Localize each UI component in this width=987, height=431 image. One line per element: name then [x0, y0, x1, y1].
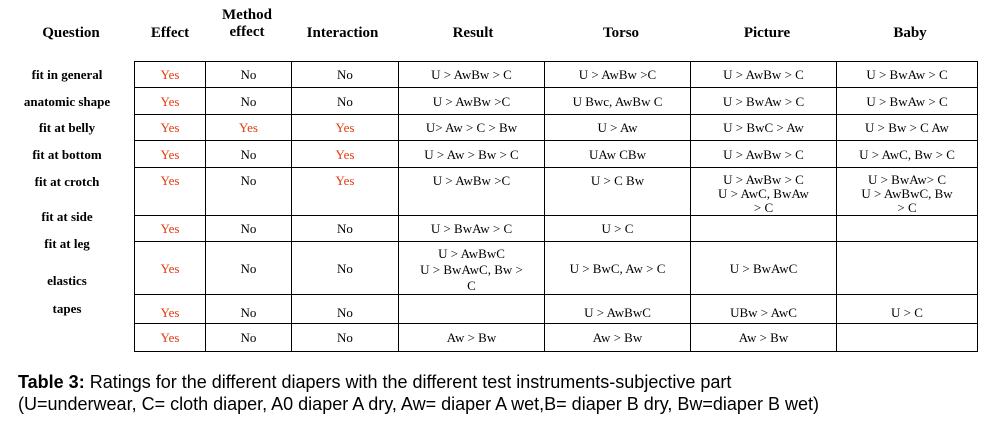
baby-cell — [837, 216, 978, 242]
caption-line-2: (U=underwear, C= cloth diaper, A0 diaper A dry, Aw= diaper A wet,B= diaper B dry, Bw=diaper B wet) — [18, 394, 819, 414]
torso-cell: U > BwC, Aw > C — [545, 242, 691, 295]
table-row — [135, 115, 978, 141]
method-effect-cell: No — [206, 88, 292, 115]
row-label-tapes: tapes — [52, 301, 82, 316]
effect-cell: Yes — [135, 141, 206, 168]
interaction-cell: No — [292, 216, 399, 242]
table-row — [135, 242, 978, 295]
result-cell: U > AwBwC U > BwAwC, Bw > C — [399, 242, 545, 295]
result-cell — [399, 295, 545, 324]
result-cell: U > AwBw >C — [399, 168, 545, 216]
picture-cell: U > BwC > Aw — [691, 115, 837, 141]
interaction-cell: Yes — [292, 168, 399, 216]
effect-cell: Yes — [135, 88, 206, 115]
method-effect-cell: No — [206, 324, 292, 352]
header-picture: Picture — [743, 25, 791, 41]
table-row — [135, 168, 978, 216]
result-cell: U > AwBw >C — [399, 88, 545, 115]
effect-cell: Yes — [135, 62, 206, 88]
effect-cell: Yes — [135, 295, 206, 324]
picture-cell: U > AwBw > C U > AwC, BwAw > C — [691, 168, 837, 216]
header-effect: Effect — [150, 25, 190, 41]
caption-title: Ratings for the different diapers with the different test instruments-subjective part — [84, 372, 732, 392]
effect-cell: Yes — [135, 168, 206, 216]
table-row — [135, 295, 978, 324]
interaction-cell: No — [292, 88, 399, 115]
row-label-fit-bottom: fit at bottom — [32, 147, 102, 162]
picture-cell: U > AwBw > C — [691, 141, 837, 168]
header-result: Result — [452, 25, 494, 41]
effect-cell: Yes — [135, 216, 206, 242]
baby-cell: U > AwC, Bw > C — [837, 141, 978, 168]
header-baby: Baby — [893, 25, 927, 41]
method-effect-cell: Yes — [206, 115, 292, 141]
row-label-elastics: elastics — [47, 273, 87, 288]
effect-cell: Yes — [135, 242, 206, 295]
baby-cell — [837, 242, 978, 295]
caption-line-1 — [18, 371, 819, 393]
baby-cell: U > C — [837, 295, 978, 324]
table-row — [135, 88, 978, 115]
torso-cell: U > C — [545, 216, 691, 242]
effect-cell: Yes — [135, 115, 206, 141]
method-effect-cell: No — [206, 295, 292, 324]
interaction-cell: No — [292, 242, 399, 295]
table-caption — [18, 371, 819, 415]
method-effect-cell: No — [206, 168, 292, 216]
result-cell: U> Aw > C > Bw — [399, 115, 545, 141]
method-effect-cell: No — [206, 216, 292, 242]
header-torso: Torso — [602, 25, 640, 41]
torso-cell: U > Aw — [545, 115, 691, 141]
row-label-fit-leg: fit at leg — [44, 236, 90, 251]
torso-cell: UAw CBw — [545, 141, 691, 168]
result-cell: U > AwBw > C — [399, 62, 545, 88]
picture-cell: U > BwAwC — [691, 242, 837, 295]
baby-cell: U > BwAw > C — [837, 62, 978, 88]
picture-cell: UBw > AwC — [691, 295, 837, 324]
method-effect-cell: No — [206, 242, 292, 295]
caption-label: Table 3: — [18, 372, 85, 392]
baby-cell: U > Bw > C Aw — [837, 115, 978, 141]
header-method-effect: Method effect — [222, 7, 272, 40]
picture-cell: U > AwBw > C — [691, 62, 837, 88]
result-cell: U > BwAw > C — [399, 216, 545, 242]
table-row — [135, 62, 978, 88]
picture-cell: Aw > Bw — [691, 324, 837, 352]
torso-cell: Aw > Bw — [545, 324, 691, 352]
row-label-fit-side: fit at side — [41, 209, 93, 224]
result-cell: U > Aw > Bw > C — [399, 141, 545, 168]
torso-cell: U > AwBw >C — [545, 62, 691, 88]
table-row — [135, 141, 978, 168]
torso-cell: U > AwBwC — [545, 295, 691, 324]
table-row — [135, 216, 978, 242]
table-row — [135, 324, 978, 352]
interaction-cell: No — [292, 324, 399, 352]
row-label-fit-belly: fit at belly — [38, 120, 96, 135]
baby-cell: U > BwAw > C — [837, 88, 978, 115]
ratings-table — [134, 61, 978, 352]
picture-cell — [691, 216, 837, 242]
result-cell: Aw > Bw — [399, 324, 545, 352]
interaction-cell: No — [292, 295, 399, 324]
baby-cell: U > BwAw> C U > AwBwC, Bw > C — [837, 168, 978, 216]
baby-cell — [837, 324, 978, 352]
header-interaction: Interaction — [306, 25, 379, 41]
row-label-fit-general: fit in general — [31, 67, 103, 82]
torso-cell: U Bwc, AwBw C — [545, 88, 691, 115]
row-label-fit-crotch: fit at crotch — [34, 174, 100, 189]
header-question: Question — [42, 25, 100, 41]
interaction-cell: Yes — [292, 141, 399, 168]
interaction-cell: Yes — [292, 115, 399, 141]
method-effect-cell: No — [206, 141, 292, 168]
row-label-anatomic-shape: anatomic shape — [23, 94, 111, 109]
picture-cell: U > BwAw > C — [691, 88, 837, 115]
interaction-cell: No — [292, 62, 399, 88]
torso-cell: U > C Bw — [545, 168, 691, 216]
method-effect-cell: No — [206, 62, 292, 88]
effect-cell: Yes — [135, 324, 206, 352]
